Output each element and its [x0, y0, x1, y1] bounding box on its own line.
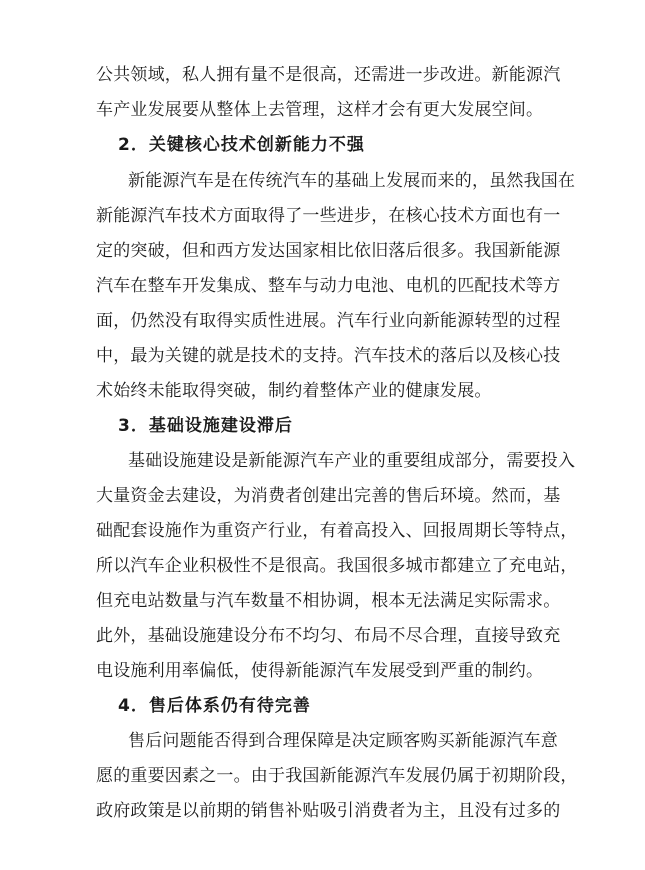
section-heading: 4．售后体系仍有待完善 [118, 696, 311, 716]
paragraph-line: 此外，基础设施建设分布不均匀、布局不尽合理，直接导致充 [96, 626, 561, 646]
paragraph-line: 所以汽车企业积极性不是很高。我国很多城市都建立了充电站， [96, 556, 578, 576]
paragraph-line: 电设施利用率偏低，使得新能源汽车发展受到严重的制约。 [96, 661, 544, 681]
paragraph-line: 售后问题能否得到合理保障是决定顾客购买新能源汽车意 [128, 731, 558, 751]
paragraph-line: 术始终未能取得突破，制约着整体产业的健康发展。 [96, 381, 492, 401]
paragraph-line: 汽车在整车开发集成、整车与动力电池、电机的匹配技术等方 [96, 276, 561, 296]
paragraph-line: 政府政策是以前期的销售补贴吸引消费者为主，且没有过多的 [96, 801, 561, 821]
paragraph-line: 中，最为关键的就是技术的支持。汽车技术的落后以及核心技 [96, 346, 561, 366]
paragraph-line: 基础设施建设是新能源汽车产业的重要组成部分，需要投入 [128, 451, 576, 471]
paragraph-line: 新能源汽车技术方面取得了一些进步，在核心技术方面也有一 [96, 206, 561, 226]
paragraph-line: 定的突破，但和西方发达国家相比依旧落后很多。我国新能源 [96, 241, 561, 261]
section-heading: 3．基础设施建设滞后 [118, 416, 293, 436]
paragraph-line: 公共领域，私人拥有量不是很高，还需进一步改进。新能源汽 [96, 65, 561, 85]
paragraph-line: 愿的重要因素之一。由于我国新能源汽车发展仍属于初期阶段， [96, 766, 578, 786]
paragraph-line: 车产业发展要从整体上去管理，这样才会有更大发展空间。 [96, 100, 544, 120]
paragraph-line: 但充电站数量与汽车数量不相协调，根本无法满足实际需求。 [96, 591, 561, 611]
section-heading: 2．关键核心技术创新能力不强 [118, 135, 365, 155]
paragraph-line: 新能源汽车是在传统汽车的基础上发展而来的，虽然我国在 [128, 171, 576, 191]
paragraph-line: 面，仍然没有取得实质性进展。汽车行业向新能源转型的过程 [96, 311, 561, 331]
paragraph-line: 大量资金去建设，为消费者创建出完善的售后环境。然而，基 [96, 486, 561, 506]
paragraph-line: 础配套设施作为重资产行业，有着高投入、回报周期长等特点， [96, 521, 578, 541]
